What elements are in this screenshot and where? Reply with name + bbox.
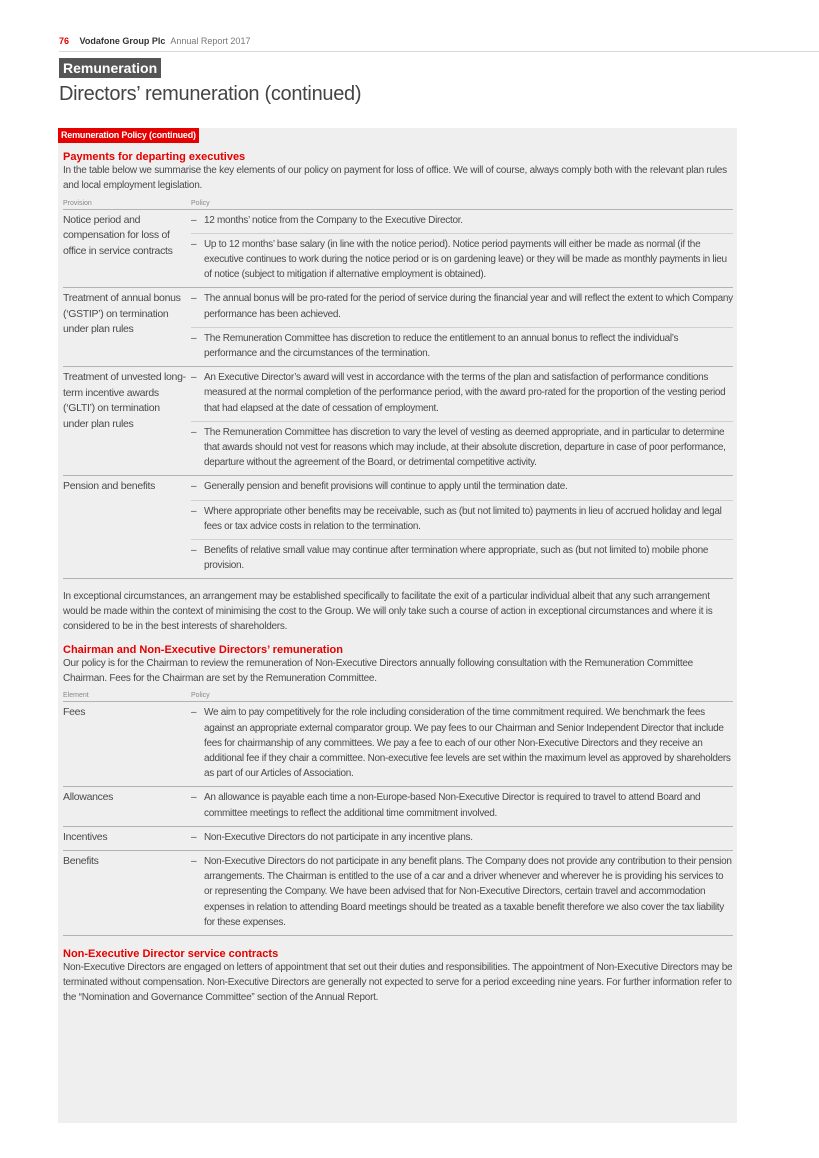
policy-item: [191, 210, 733, 234]
policy-items: [191, 476, 733, 578]
dash-bullet: –: [191, 481, 197, 493]
dash-bullet: –: [191, 545, 197, 557]
dash-bullet: –: [191, 792, 197, 804]
policy-items: [191, 367, 733, 475]
policy-text: The annual bonus will be pro-rated for the period of service during the financial year and will reflect the extent to which Company performance has been achieved.: [204, 293, 733, 320]
element-label: Benefits: [63, 855, 99, 868]
column-header-element: Element: [63, 692, 89, 700]
report-name: Annual Report 2017: [170, 36, 251, 46]
dash-bullet: –: [191, 831, 197, 843]
element-label: Fees: [63, 706, 86, 719]
policy-text: We aim to pay competitively for the role including consideration of the time commitment required. We benchmark the fees against an appropriate external comparator group. We pay fees to our Chairman and Senior Independent Director that include fees for chairmanship of any committees. We pay a fee to each of our other Non-Executive Directors and they receive an additional fee if they chair a committee. Non-executive fee levels are set within the maximum level as approved by shareholders as part of our Articles of Association.: [204, 707, 731, 780]
provision-label: Treatment of unvested long-term incentive awards (‘GLTI’) on termination under plan rules: [63, 371, 186, 430]
departing-table: [63, 210, 733, 580]
policy-item: [191, 288, 733, 327]
departing-heading: Payments for departing executives: [63, 151, 246, 163]
dash-bullet: –: [191, 214, 197, 226]
table-row: [63, 702, 733, 787]
table-row: [63, 210, 733, 289]
dash-bullet: –: [191, 293, 197, 305]
section-tab: Remuneration: [59, 58, 161, 78]
contracts-heading: Non-Executive Director service contracts: [63, 948, 279, 961]
ned-table-header: [63, 688, 733, 702]
provision-label: Notice period and compensation for loss of office in service contracts: [63, 213, 173, 257]
policy-item: [191, 476, 733, 500]
table-row: [63, 827, 733, 851]
policy-text: The Remuneration Committee has discretion to reduce the entitlement to an annual bonus to reflect the individual’s performance and the circumstances of the termination.: [204, 332, 679, 360]
policy-text: An Executive Director’s award will vest in accordance with the terms of the plan and satisfaction of performance conditions measured at the normal completion of the performance period, with the award pro-rated for the proportion of the vesting period that had elapsed at the date of cessation of employment.: [204, 372, 726, 414]
policy-text: Generally pension and benefit provisions will continue to apply until the termination date.: [204, 481, 568, 493]
departing-intro: In the table below we summarise the key elements of our policy on payment for loss of office. We will of course, always comply both with the relevant plan rules and local employment legislation.: [63, 165, 727, 191]
dash-bullet: –: [191, 332, 197, 344]
departing-closing: In exceptional circumstances, an arrangement may be established specifically to facilitate the exit of a particular individual albeit that any such arrangement would be made within the context of minimising the cost to the Group. We will only take such a course of action in exceptional circumstances and where it is considered to be in the best interests of shareholders.: [63, 591, 713, 633]
page-number: 76: [59, 36, 70, 46]
policy-text: An allowance is payable each time a non-Europe-based Non-Executive Director is required to travel to attend Board and committee meetings to reflect the additional time commitment involved.: [204, 792, 701, 819]
page-title: Directors’ remuneration (continued): [59, 83, 362, 105]
content: [63, 150, 733, 1005]
policy-item: [191, 422, 733, 476]
table-row: [63, 787, 733, 826]
policy-item: [191, 234, 733, 288]
column-header-policy: Policy: [191, 199, 210, 207]
policy-text: Up to 12 months’ base salary (in line with the notice period). Notice period payments will either be made as normal (if the executive continues to work during the notice period or is on gardening leave) or they will be made as monthly payments in lieu of notice (subject to mitigation if alternative employment is obtained).: [204, 238, 727, 281]
policy-items: [191, 288, 733, 366]
policy-items: [191, 210, 733, 288]
policy-item: [191, 540, 733, 578]
table-row: [63, 851, 733, 936]
dash-bullet: –: [191, 426, 197, 438]
table-row: [63, 288, 733, 367]
policy-text: Non-Executive Directors do not participate in any benefit plans. The Company does not provide any contribution to their pension arrangements. The Chairman is entitled to the use of a car and a driver whenever and wherever he is providing his services to or representing the Company. We have been advised that for Non-Executive Directors, certain travel and accommodation expenses in relation to attending Board meetings should be treated as a taxable benefit therefore we also cover the tax liability for these expenses.: [204, 856, 732, 928]
departing-table-header: [63, 196, 733, 210]
company-name: Vodafone Group Plc: [79, 36, 166, 46]
ned-intro: Our policy is for the Chairman to review the remuneration of Non-Executive Directors annually following consultation with the Remuneration Committee Chairman. Fees for the Chairman are set by the Remuneration Committee.: [63, 657, 693, 684]
dash-bullet: –: [191, 238, 197, 250]
provision-label: Pension and benefits: [63, 480, 156, 493]
dash-bullet: –: [191, 372, 197, 384]
dash-bullet: –: [191, 505, 197, 517]
column-header-provision: Provision: [63, 199, 92, 207]
dash-bullet: –: [191, 856, 197, 868]
ned-heading: Chairman and Non-Executive Directors’ remuneration: [63, 643, 343, 656]
dash-bullet: –: [191, 707, 197, 719]
policy-item: [191, 501, 733, 540]
element-label: Incentives: [63, 830, 108, 843]
policy-text: Benefits of relative small value may continue after termination where appropriate, such as (but not limited to) mobile phone provision.: [204, 545, 709, 572]
table-row: [63, 367, 733, 476]
policy-tag: Remuneration Policy (continued): [58, 128, 199, 143]
policy-item: [191, 328, 733, 366]
running-header: [59, 36, 819, 52]
ned-table: [63, 702, 733, 936]
column-header-policy: Policy: [191, 692, 210, 700]
element-label: Allowances: [63, 791, 114, 804]
contracts-text: Non-Executive Directors are engaged on letters of appointment that set out their duties and responsibilities. The appointment of Non-Executive Directors may be terminated without compensation. Non-Executive Directors are generally not expected to serve for a period exceeding nine years. For further information refer to the “Nomination and Governance Committee” section of the Annual Report.: [63, 962, 733, 1003]
provision-label: Treatment of annual bonus (‘GSTIP’) on termination under plan rules: [63, 292, 181, 336]
policy-text: Where appropriate other benefits may be receivable, such as (but not limited to) payments in lieu of accrued holiday and legal fees or tax advice costs in relation to the termination.: [204, 505, 722, 532]
policy-text: 12 months’ notice from the Company to the Executive Director.: [204, 214, 463, 226]
policy-text: The Remuneration Committee has discretion to vary the level of vesting as deemed appropriate, and in particular to determine that awards should not vest for reasons which may include, at their absolute discretion, departure in case of poor performance, departure without the agreement of the Board, or detrimental competitive activity.: [204, 426, 726, 469]
table-row: [63, 476, 733, 579]
policy-item: [191, 367, 733, 422]
policy-text: Non-Executive Directors do not participate in any incentive plans.: [204, 831, 473, 843]
